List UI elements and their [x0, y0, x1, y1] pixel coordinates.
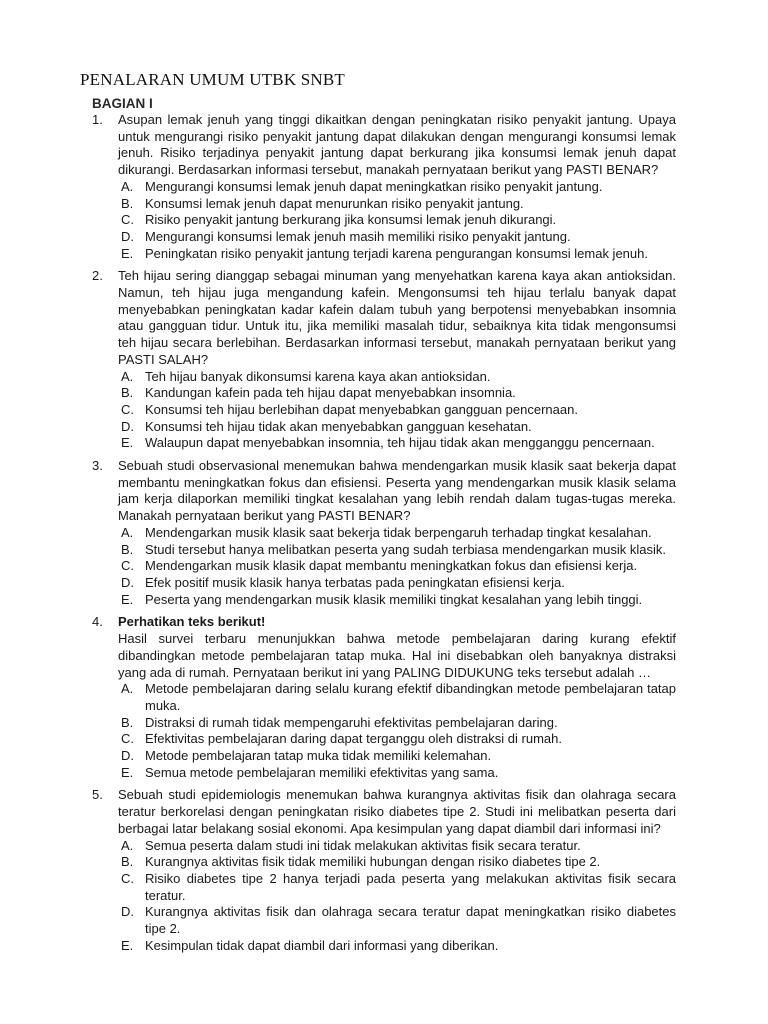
option-text: Konsumsi teh hijau tidak akan menyebabkan gangguan kesehatan. — [145, 418, 532, 434]
option-letter: B. — [121, 854, 134, 870]
question-body — [118, 458, 676, 608]
option-list — [118, 681, 676, 781]
option-letter: E. — [121, 245, 134, 261]
option-text: Mendengarkan musik klasik saat bekerja tidak berpengaruh terhadap tingkat kesalahan. — [145, 524, 652, 540]
answer-option — [118, 435, 676, 452]
option-text: Efektivitas pembelajaran daring dapat terganggu oleh distraksi di rumah. — [145, 731, 562, 747]
option-letter: A. — [121, 524, 134, 540]
answer-option — [118, 731, 676, 748]
answer-option — [118, 419, 676, 436]
answer-option — [118, 938, 676, 955]
option-text: Mengurangi konsumsi lemak jenuh dapat meningkatkan risiko penyakit jantung. — [145, 178, 603, 194]
question-text: Asupan lemak jenuh yang tinggi dikaitkan dengan peningkatan risiko penyakit jantung. Upaya untuk mengurangi risiko penyakit jantung dapat dilakukan dengan mengurangi konsumsi lemak jenuh. Risiko terjadinya penyakit jantung dapat berkurang jika konsumsi lemak jenuh dapat dikurangi. Berdasarkan informasi tersebut, manakah pernyataan berikut yang PASTI BENAR? — [118, 112, 676, 178]
option-letter: E. — [121, 937, 134, 953]
answer-option — [118, 369, 676, 386]
option-text: Konsumsi lemak jenuh dapat menurunkan risiko penyakit jantung. — [145, 195, 524, 211]
option-text: Teh hijau banyak dikonsumsi karena kaya akan antioksidan. — [145, 368, 491, 384]
option-letter: B. — [121, 541, 134, 557]
answer-option — [118, 525, 676, 542]
option-text: Konsumsi teh hijau berlebihan dapat menyebabkan gangguan pencernaan. — [145, 401, 578, 417]
option-letter: E. — [121, 764, 134, 780]
question-item — [92, 614, 676, 781]
question-number: 4. — [92, 614, 103, 630]
option-letter: D. — [121, 574, 134, 590]
option-letter: D. — [121, 228, 134, 244]
answer-option — [118, 542, 676, 559]
question-number: 3. — [92, 458, 103, 474]
question-body — [118, 268, 676, 452]
option-text: Studi tersebut hanya melibatkan peserta yang sudah terbiasa mendengarkan musik klasik. — [145, 541, 667, 557]
question-text: Hasil survei terbaru menunjukkan bahwa metode pembelajaran daring kurang efektif dibandingkan metode pembelajaran tatap muka. Hal ini disebabkan oleh banyaknya distraksi yang ada di rumah. Pernyataan berikut ini yang PALING DIDUKUNG teks tersebut adalah … — [118, 631, 676, 680]
option-text: Semua metode pembelajaran memiliki efektivitas yang sama. — [145, 764, 499, 780]
answer-option — [118, 838, 676, 855]
option-letter: E. — [121, 435, 134, 451]
answer-option — [118, 229, 676, 246]
option-text: Mengurangi konsumsi lemak jenuh masih memiliki risiko penyakit jantung. — [145, 228, 571, 244]
option-text: Kesimpulan tidak dapat diambil dari informasi yang diberikan. — [145, 937, 499, 953]
option-text: Walaupun dapat menyebabkan insomnia, teh hijau tidak akan mengganggu pencernaan. — [145, 435, 655, 451]
option-letter: A. — [121, 837, 134, 853]
option-text: Peserta yang mendengarkan musik klasik memiliki tingkat kesalahan yang lebih tinggi. — [145, 591, 643, 607]
option-letter: D. — [121, 418, 134, 434]
option-letter: D. — [121, 748, 134, 764]
option-text: Kurangnya aktivitas fisik dan olahraga secara teratur dapat meningkatkan risiko diabetes tipe 2. — [145, 904, 676, 937]
option-letter: E. — [121, 591, 134, 607]
option-text: Kandungan kafein pada teh hijau dapat menyebabkan insomnia. — [145, 385, 516, 401]
question-item — [92, 787, 676, 954]
question-list — [92, 112, 676, 960]
option-text: Distraksi di rumah tidak mempengaruhi efektivitas pembelajaran daring. — [145, 714, 558, 730]
question-item — [92, 268, 676, 452]
option-text: Metode pembelajaran daring selalu kurang efektif dibandingkan metode pembelajaran tatap muka. — [145, 681, 676, 713]
answer-option — [118, 765, 676, 782]
option-letter: C. — [121, 870, 134, 886]
answer-option — [118, 904, 676, 937]
question-number: 1. — [92, 112, 103, 127]
option-letter: B. — [121, 385, 134, 401]
option-text: Peningkatan risiko penyakit jantung terjadi karena pengurangan konsumsi lemak jenuh. — [145, 245, 648, 261]
question-body — [118, 614, 676, 781]
option-text: Efek positif musik klasik hanya terbatas pada peningkatan efisiensi kerja. — [145, 574, 565, 590]
option-text: Risiko diabetes tipe 2 hanya terjadi pada peserta yang melakukan aktivitas fisik secara teratur. — [145, 870, 676, 903]
option-letter: C. — [121, 731, 134, 747]
answer-option — [118, 212, 676, 229]
answer-option — [118, 558, 676, 575]
option-list — [118, 525, 676, 609]
answer-option — [118, 715, 676, 732]
answer-option — [118, 748, 676, 765]
question-number: 5. — [92, 787, 103, 803]
answer-option — [118, 179, 676, 196]
option-text: Mendengarkan musik klasik dapat membantu meningkatkan fokus dan efisiensi kerja. — [145, 558, 638, 574]
question-item — [92, 458, 676, 608]
option-letter: C. — [121, 401, 134, 417]
answer-option — [118, 854, 676, 871]
question-text: Teh hijau sering dianggap sebagai minuman yang menyehatkan karena kaya akan antioksidan. Namun, teh hijau juga mengandung kafein. Mengonsumsi teh hijau terlalu banyak dapat menyebabkan peningkatan kadar kafein dalam tubuh yang berpotensi menyebabkan insomnia atau gangguan tidur. Untuk itu, jika memiliki masalah tidur, sebaiknya kita tidak mengonsumsi teh hijau secara berlebihan. Berdasarkan informasi tersebut, manakah pernyataan berikut yang PASTI SALAH? — [118, 268, 676, 367]
option-letter: B. — [121, 195, 134, 211]
answer-option — [118, 402, 676, 419]
question-body — [118, 112, 676, 262]
option-letter: C. — [121, 558, 134, 574]
section-title: BAGIAN I — [92, 96, 153, 111]
answer-option — [118, 575, 676, 592]
option-list — [118, 838, 676, 955]
answer-option — [118, 592, 676, 609]
answer-option — [118, 246, 676, 263]
option-letter: A. — [121, 178, 134, 194]
option-letter: C. — [121, 212, 134, 228]
answer-option — [118, 196, 676, 213]
option-letter: A. — [121, 368, 134, 384]
document-title: PENALARAN UMUM UTBK SNBT — [80, 70, 346, 89]
question-text: Sebuah studi observasional menemukan bahwa mendengarkan musik klasik saat bekerja dapat membantu meningkatkan fokus dan efisiensi. Peserta yang mendengarkan musik klasik selama jam kerja dilaporkan memiliki tingkat kesalahan yang lebih rendah dalam tugas-tugas mereka. Manakah pernyataan berikut yang PASTI BENAR? — [118, 458, 676, 524]
question-number: 2. — [92, 268, 103, 284]
option-letter: B. — [121, 714, 134, 730]
option-text: Kurangnya aktivitas fisik tidak memiliki hubungan dengan risiko diabetes tipe 2. — [145, 854, 601, 870]
option-text: Semua peserta dalam studi ini tidak melakukan aktivitas fisik secara teratur. — [145, 837, 581, 853]
answer-option — [118, 385, 676, 402]
option-letter: A. — [121, 681, 134, 697]
answer-option — [118, 871, 676, 904]
question-text: Sebuah studi epidemiologis menemukan bahwa kurangnya aktivitas fisik dan olahraga secara teratur berkorelasi dengan peningkatan risiko diabetes tipe 2. Studi ini melibatkan peserta dari berbagai latar belakang sosial ekonomi. Apa kesimpulan yang dapat diambil dari informasi ini? — [118, 787, 676, 836]
question-item — [92, 112, 676, 262]
option-letter: D. — [121, 904, 134, 920]
option-list — [118, 369, 676, 453]
option-text: Metode pembelajaran tatap muka tidak memiliki kelemahan. — [145, 748, 492, 764]
question-body — [118, 787, 676, 954]
question-heading: Perhatikan teks berikut! — [118, 614, 266, 630]
answer-option — [118, 681, 676, 714]
option-text: Risiko penyakit jantung berkurang jika konsumsi lemak jenuh dikurangi. — [145, 212, 557, 228]
option-list — [118, 179, 676, 263]
